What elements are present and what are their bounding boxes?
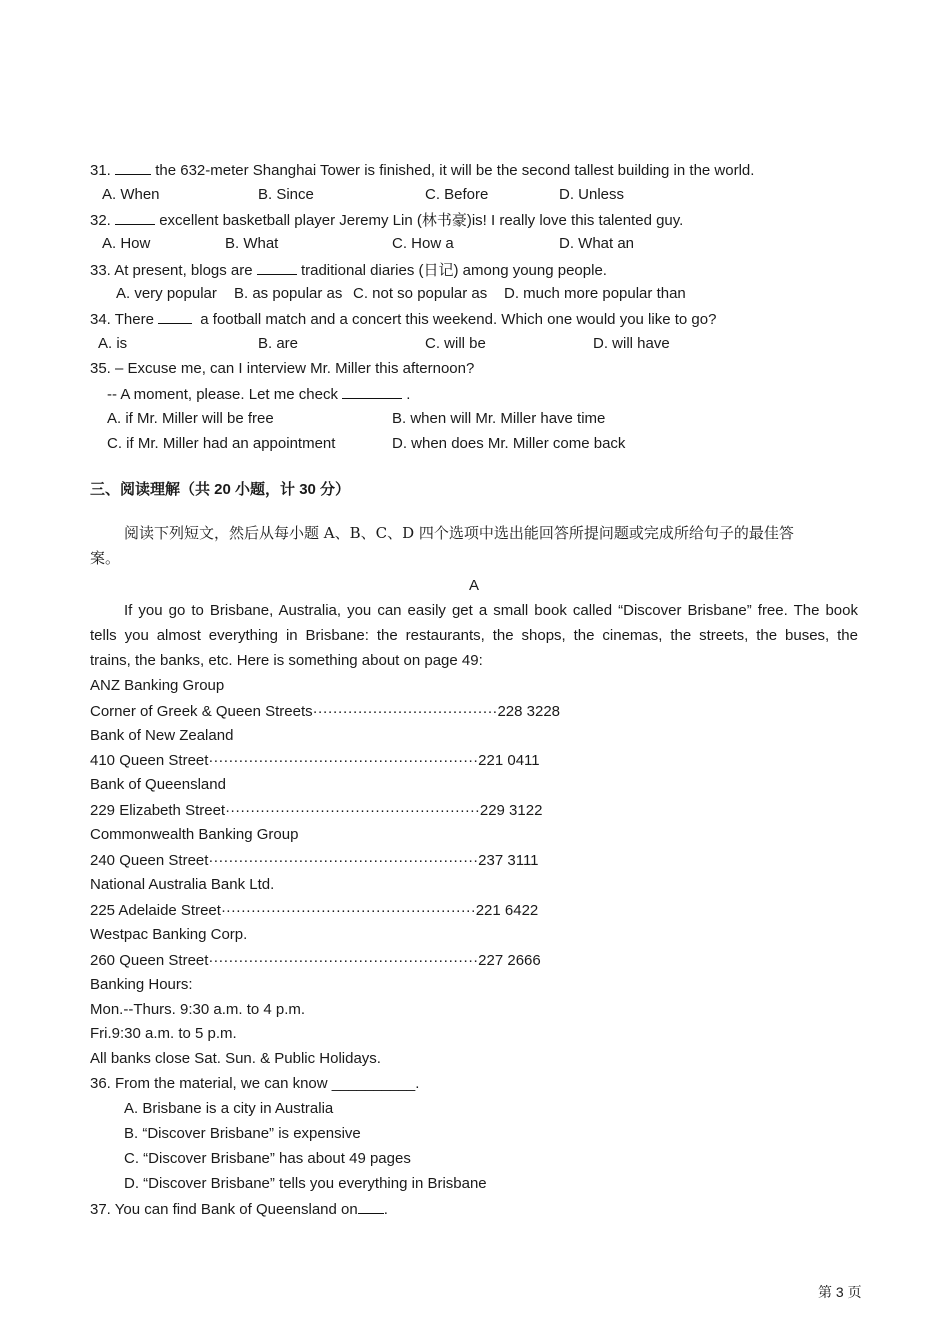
bank-name: Bank of Queensland: [90, 776, 226, 793]
question-36: 36. From the material, we can know __________.: [90, 1075, 420, 1092]
bank-address-row: 229 Elizabeth Street···················································229 3122: [90, 802, 543, 819]
bank-name: Westpac Banking Corp.: [90, 926, 248, 943]
option-d: D. “Discover Brisbane” tells you everything in Brisbane: [124, 1175, 487, 1192]
answer-blank: [342, 384, 402, 399]
answer-blank: [257, 260, 297, 275]
option-a: A. if Mr. Miller will be free: [107, 410, 274, 427]
section-instruction-cont: 案。: [90, 549, 121, 567]
passage-paragraph: If you go to Brisbane, Australia, you can easily get a small book called “Discover Brisbane” free. The book: [124, 602, 858, 619]
option-a: A. When: [102, 186, 160, 203]
bank-address-row: 260 Queen Street······················································227 2666: [90, 952, 541, 969]
option-b: B. are: [258, 335, 299, 352]
bank-name: National Australia Bank Ltd.: [90, 876, 275, 893]
passage-paragraph: trains, the banks, etc. Here is something about on page 49:: [90, 652, 483, 669]
hours-line: Mon.--Thurs. 9:30 a.m. to 4 p.m.: [90, 1001, 306, 1018]
option-b: B. “Discover Brisbane” is expensive: [124, 1125, 361, 1142]
option-d: D. Unless: [559, 186, 625, 203]
option-d: D. What an: [559, 235, 635, 252]
option-c: C. How a: [392, 235, 454, 252]
option-a: A. Brisbane is a city in Australia: [124, 1100, 334, 1117]
dot-leader: ······················································: [208, 752, 479, 769]
answer-blank: [115, 210, 155, 225]
question-37: 37. You can find Bank of Queensland on .: [90, 1201, 388, 1218]
section-instruction: 阅读下列短文，然后从每小题 A、B、C、D 四个选项中选出能回答所提问题或完成所给句子的最佳答: [124, 524, 794, 542]
passage-label: A: [469, 577, 480, 594]
option-c: C. “Discover Brisbane” has about 49 pages: [124, 1150, 411, 1167]
dot-leader: ···················································: [225, 802, 480, 819]
answer-blank: [158, 309, 192, 324]
bank-name: ANZ Banking Group: [90, 677, 225, 694]
dot-leader: ······················································: [208, 852, 479, 869]
bank-address-row: 410 Queen Street······················································221 0411: [90, 752, 540, 769]
option-d: D. when does Mr. Miller come back: [392, 435, 626, 452]
dot-leader: ·····································: [312, 703, 498, 720]
option-b: B. when will Mr. Miller have time: [392, 410, 606, 427]
option-b: B. Since: [258, 186, 314, 203]
answer-blank: [358, 1199, 384, 1214]
question-32: 32. excellent basketball player Jeremy Lin (林书豪)is! I really love this talented guy.: [90, 212, 684, 229]
bank-name: Commonwealth Banking Group: [90, 826, 299, 843]
question-35: 35. – Excuse me, can I interview Mr. Miller this afternoon?: [90, 360, 475, 377]
hours-line: All banks close Sat. Sun. & Public Holidays.: [90, 1050, 381, 1067]
option-a: A. very popular: [116, 285, 217, 302]
page-number: 第 3 页: [818, 1284, 862, 1300]
hours-title: Banking Hours:: [90, 976, 193, 993]
question-35-reply: -- A moment, please. Let me check .: [107, 386, 411, 403]
question-31: 31. the 632-meter Shanghai Tower is finished, it will be the second tallest building in the world.: [90, 162, 755, 179]
bank-address-row: 240 Queen Street······················································237 3111: [90, 852, 539, 869]
option-d: D. will have: [593, 335, 670, 352]
option-c: C. if Mr. Miller had an appointment: [107, 435, 336, 452]
option-b: B. as popular as: [234, 285, 343, 302]
bank-address-row: 225 Adelaide Street···················································221 6422: [90, 902, 539, 919]
dot-leader: ······················································: [208, 952, 479, 969]
hours-line: Fri.9:30 a.m. to 5 p.m.: [90, 1025, 237, 1042]
answer-blank: [115, 160, 151, 175]
bank-address-row: Corner of Greek & Queen Streets·····································228 3228: [90, 703, 561, 720]
question-34: 34. There a football match and a concert this weekend. Which one would you like to go?: [90, 311, 717, 328]
question-33: 33. At present, blogs are traditional diaries (日记) among young people.: [90, 262, 607, 279]
option-a: A. How: [102, 235, 151, 252]
option-c: C. not so popular as: [353, 285, 488, 302]
option-c: C. will be: [425, 335, 486, 352]
dot-leader: ···················································: [220, 902, 476, 919]
option-d: D. much more popular than: [504, 285, 686, 302]
option-c: C. Before: [425, 186, 489, 203]
section-heading: 三、阅读理解（共 20 小题，计 30 分）: [90, 481, 351, 498]
option-a: A. is: [98, 335, 128, 352]
bank-name: Bank of New Zealand: [90, 727, 234, 744]
passage-paragraph: tells you almost everything in Brisbane: the restaurants, the shops, the cinemas, the streets, the buses, the: [90, 627, 858, 644]
option-b: B. What: [225, 235, 279, 252]
